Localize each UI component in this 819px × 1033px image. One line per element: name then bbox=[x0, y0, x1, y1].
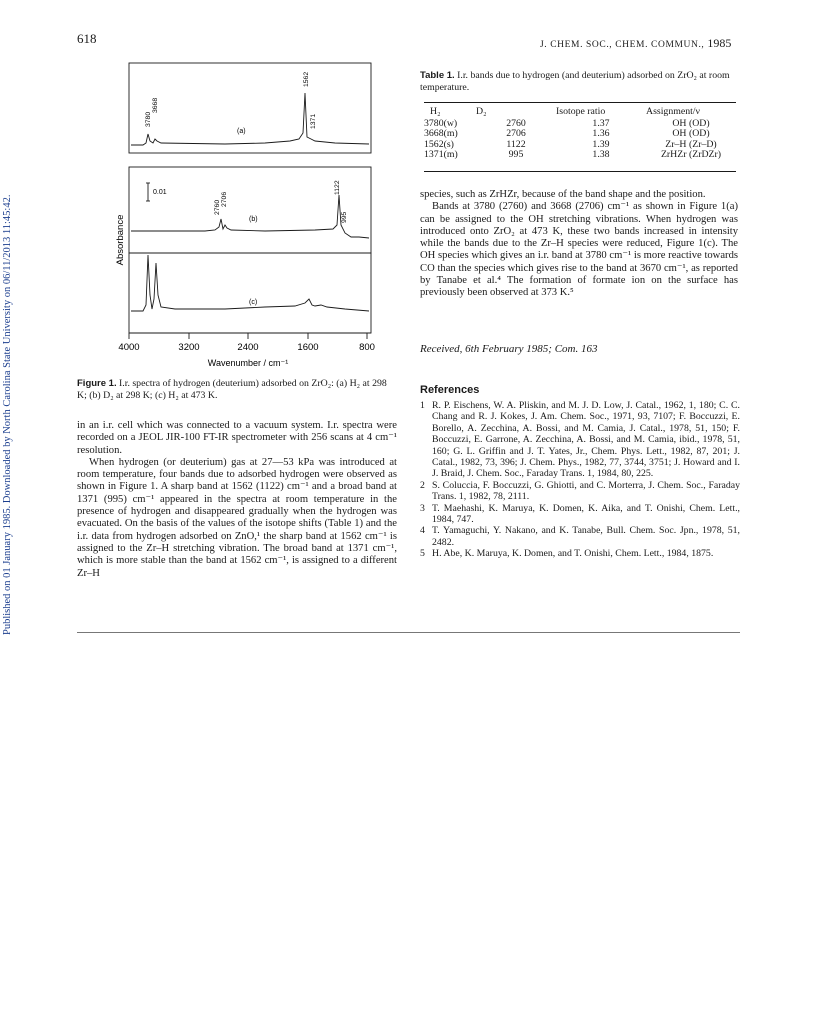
figure-caption bbox=[77, 378, 397, 401]
table-header-row bbox=[424, 105, 736, 119]
page-bottom-rule bbox=[77, 632, 740, 633]
table-1-title-text: I.r. bands due to hydrogen (and deuterium) adsorbed on ZrO₂ at room temperature. bbox=[420, 70, 730, 93]
received-date: Received, 6th February 1985; Com. 163 bbox=[420, 343, 598, 355]
left-paragraph-2: When hydrogen (or deuterium) gas at 27—53 kPa was introduced at room temperature, four bands due to adsorbed hydrogen were observed as shown in Figure 1. A sharp band at 1562 (1122) cm⁻¹ and a broad band at 1371 (995) cm⁻¹ appeared in the spectra at room temperature in the presence of hydrogen and disappeared gradually when the hydrogen was evacuated. On the basis of the values of the isotope shifts (Table 1) and the i.r. data from hydrogen adsorbed on ZnO,¹ the sharp band at 1562 cm⁻¹ is assigned to the Zr–H stretching vibration. The broad band at 1371 cm⁻¹, which is more stable than the band at 1562 cm⁻¹, is assigned to a different Zr–H bbox=[77, 456, 397, 579]
running-header bbox=[540, 36, 731, 51]
peak-label-1122: 1122 bbox=[334, 180, 341, 195]
header-isotope-ratio: Isotope ratio bbox=[556, 105, 606, 117]
x-tick-3200: 3200 bbox=[178, 342, 200, 353]
list-item: 4 T. Yamaguchi, Y. Nakano, and K. Tanabe, Bull. Chem. Soc. Jpn., 1978, 51, 2482. bbox=[420, 525, 740, 548]
left-paragraph-1: in an i.r. cell which was connected to a vacuum system. I.r. spectra were recorded on a JEOL JIR-100 FT-IR spectrometer with 256 scans at 4 cm⁻¹ resolution. bbox=[77, 420, 397, 456]
journal-year: 1985 bbox=[707, 36, 732, 50]
header-h2: H₂ bbox=[430, 105, 441, 117]
table-row: 1562(s) 1122 1.39 Zr–H (Zr–D) bbox=[424, 138, 717, 150]
header-assignment: Assignment/ν bbox=[646, 105, 700, 117]
references-list bbox=[420, 400, 740, 560]
references-heading: References bbox=[420, 384, 480, 396]
peak-label-3780: 3780 bbox=[145, 111, 152, 127]
scale-bar-label: 0.01 bbox=[153, 189, 167, 196]
right-paragraph-1: species, such as ZrHZr, because of the band shape and the position. bbox=[420, 189, 706, 200]
table-row: 1371(m) 995 1.38 ZrHZr (ZrDZr) bbox=[424, 149, 722, 161]
table-1-label: Table 1. bbox=[420, 70, 455, 81]
x-tick-4000: 4000 bbox=[118, 342, 140, 353]
peak-label-2706: 2706 bbox=[221, 191, 228, 207]
table-row: 3668(m) 2706 1.36 OH (OD) bbox=[424, 128, 710, 140]
table-1 bbox=[424, 105, 736, 161]
journal-name: J. CHEM. SOC., CHEM. COMMUN., bbox=[540, 40, 705, 50]
left-column bbox=[77, 420, 397, 580]
peak-label-1562: 1562 bbox=[303, 71, 310, 87]
table-top-rule bbox=[424, 102, 736, 103]
spectrum-a bbox=[131, 93, 369, 145]
x-tick-1600: 1600 bbox=[297, 342, 319, 353]
panel-b-label: (b) bbox=[249, 216, 258, 223]
peak-label-3668: 3668 bbox=[152, 97, 159, 113]
table-bottom-rule bbox=[424, 171, 736, 172]
x-axis-label: Wavenumber / cm⁻¹ bbox=[207, 358, 289, 368]
figure-1-spectra bbox=[115, 55, 395, 373]
panel-a-frame bbox=[129, 63, 371, 153]
y-axis-label: Absorbance bbox=[115, 214, 126, 266]
caption-text: I.r. spectra of hydrogen (deuterium) adsorbed on ZrO₂: (a) H₂ at 298 K; (b) D₂ at 298 K; (c) H₂ at 473 K. bbox=[77, 378, 387, 401]
x-tick-2400: 2400 bbox=[237, 342, 259, 353]
panel-a-label: (a) bbox=[237, 128, 246, 135]
x-axis-ticks bbox=[129, 333, 367, 339]
right-paragraph-2: Bands at 3780 (2760) and 3668 (2706) cm⁻¹ as shown in Figure 1(a) can be assigned to the OH stretching vibrations. When hydrogen was introduced onto ZrO₂ at 473 K, these two bands increased in intensity while the bands due to the Zr–H species were reduced, Figure 1(c). The OH species which gives an i.r. band at 3780 cm⁻¹ is more reactive towards CO than the species which gives rise to the band at 3670 cm⁻¹, as reported by Tanabe et al.⁴ The formation of formate ion on the surface has previously been observed at 373 K.⁵ bbox=[420, 201, 738, 299]
list-item: 1 R. P. Eischens, W. A. Pliskin, and M. J. D. Low, J. Catal., 1962, 1, 180; C. C. Chang and R. J. Kokes, J. Am. Chem. Soc., 1971, 93, 7107; F. Boccuzzi, E. Borello, A. Zecchina, A. Bossi, and M. Camia, J. Catal., 1978, 51, 150; F. Boccuzzi, E. Garrone, A. Zecchina, A. Bossi, and M. Camia, ibid., 1978, 51, 160; G. L. Griffin and J. T. Yates, Jr., Chem. Phys. Lett., 1982, 87, 201; J. Catal., 1982, 73, 396; J. Chem. Phys., 1982, 77, 3744, 3751; J. Howard and I. J. Braid, J. Chem. Soc., Faraday Trans. 1, 1984, 80, 225. bbox=[420, 400, 740, 480]
scale-bar bbox=[146, 183, 150, 201]
list-item: 3 T. Maehashi, K. Maruya, K. Domen, K. Aika, and T. Onishi, Chem. Lett., 1984, 747. bbox=[420, 502, 740, 526]
download-watermark: Published on 01 January 1985. Downloaded by North Carolina State University on 06/11/2013 11:45:42. bbox=[2, 194, 13, 636]
table-1-title bbox=[420, 70, 738, 93]
right-column bbox=[420, 189, 738, 300]
x-tick-800: 800 bbox=[359, 342, 375, 353]
panel-c-label: (c) bbox=[249, 299, 258, 306]
caption-label: Figure 1. bbox=[77, 378, 117, 389]
panel-b-frame bbox=[129, 167, 371, 253]
peak-label-1371: 1371 bbox=[310, 113, 317, 129]
list-item: 5 H. Abe, K. Maruya, K. Domen, and T. Onishi, Chem. Lett., 1984, 1875. bbox=[420, 548, 714, 560]
peak-label-2760: 2760 bbox=[214, 199, 221, 215]
page-number: 618 bbox=[77, 31, 97, 46]
list-item: 2 S. Coluccia, F. Boccuzzi, G. Ghiotti, and C. Morterra, J. Chem. Soc., Faraday Trans. 1, 1982, 78, 2111. bbox=[420, 479, 740, 503]
table-row: 3780(w) 2760 1.37 OH (OD) bbox=[424, 118, 710, 129]
panel-c-frame bbox=[129, 253, 371, 333]
header-d2: D₂ bbox=[476, 105, 487, 117]
peak-label-995: 995 bbox=[341, 211, 348, 223]
